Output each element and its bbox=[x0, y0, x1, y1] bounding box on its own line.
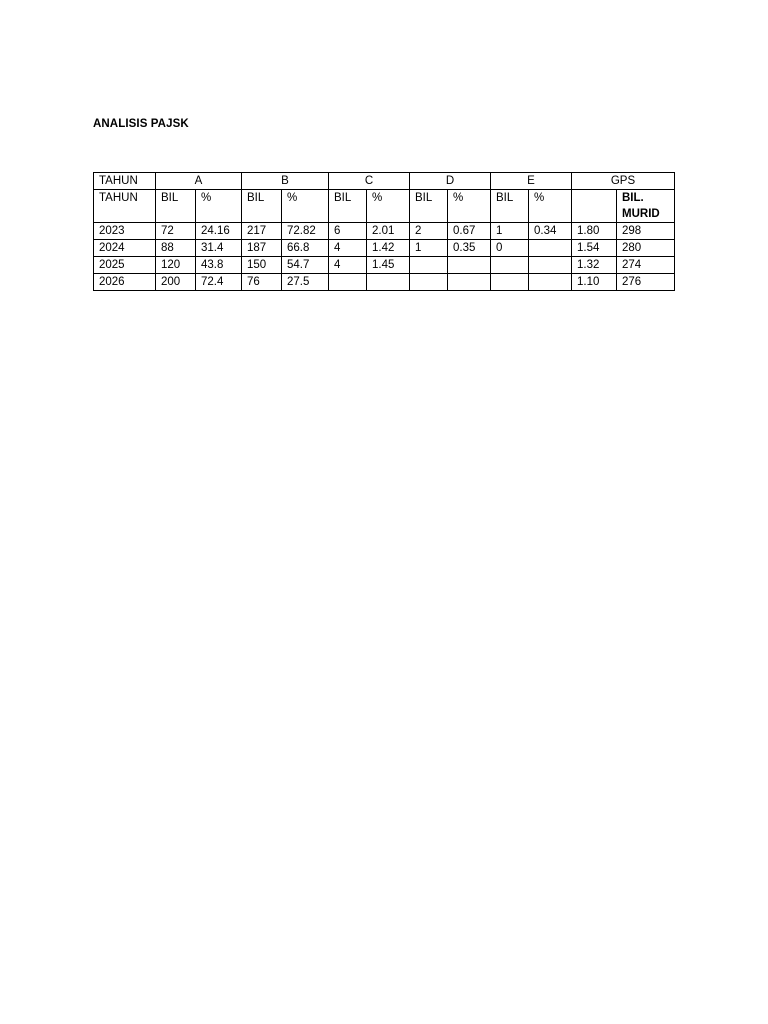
document-title: ANALISIS PAJSK bbox=[93, 118, 189, 130]
header-group-e: E bbox=[491, 173, 572, 190]
header-row-columns bbox=[94, 190, 675, 223]
header-gps: GPS bbox=[572, 173, 675, 190]
cell-murid: 276 bbox=[617, 274, 675, 291]
cell-a-bil: 72 bbox=[156, 223, 196, 240]
cell-e-pct: 0.34 bbox=[529, 223, 572, 240]
cell-b-bil: 187 bbox=[242, 240, 282, 257]
cell-c-pct: 1.45 bbox=[367, 257, 410, 274]
cell-e-pct bbox=[529, 257, 572, 274]
cell-b-pct: 54.7 bbox=[282, 257, 329, 274]
cell-c-bil: 4 bbox=[329, 257, 367, 274]
subheader-c-pct: % bbox=[367, 190, 410, 223]
subheader-d-bil: BIL bbox=[410, 190, 448, 223]
cell-a-bil: 120 bbox=[156, 257, 196, 274]
cell-d-pct: 0.67 bbox=[448, 223, 491, 240]
table-row bbox=[94, 223, 675, 240]
cell-gps: 1.80 bbox=[572, 223, 617, 240]
cell-murid: 298 bbox=[617, 223, 675, 240]
cell-c-pct: 1.42 bbox=[367, 240, 410, 257]
cell-murid: 280 bbox=[617, 240, 675, 257]
cell-e-pct bbox=[529, 274, 572, 291]
analysis-table bbox=[93, 172, 675, 291]
cell-tahun: 2025 bbox=[94, 257, 156, 274]
cell-d-bil bbox=[410, 257, 448, 274]
cell-d-bil: 2 bbox=[410, 223, 448, 240]
header-row-groups bbox=[94, 173, 675, 190]
subheader-gps-empty bbox=[572, 190, 617, 223]
cell-d-pct bbox=[448, 274, 491, 291]
subheader-a-pct: % bbox=[196, 190, 242, 223]
cell-c-bil: 4 bbox=[329, 240, 367, 257]
cell-gps: 1.10 bbox=[572, 274, 617, 291]
cell-murid: 274 bbox=[617, 257, 675, 274]
subheader-a-bil: BIL bbox=[156, 190, 196, 223]
header-tahun: TAHUN bbox=[94, 173, 156, 190]
subheader-c-bil: BIL bbox=[329, 190, 367, 223]
cell-a-bil: 88 bbox=[156, 240, 196, 257]
header-group-a: A bbox=[156, 173, 242, 190]
bil-murid-line2: MURID bbox=[622, 208, 660, 220]
subheader-e-bil: BIL bbox=[491, 190, 529, 223]
table-row bbox=[94, 240, 675, 257]
cell-a-pct: 24.16 bbox=[196, 223, 242, 240]
cell-b-pct: 66.8 bbox=[282, 240, 329, 257]
subheader-bil-murid bbox=[617, 190, 675, 223]
cell-e-bil bbox=[491, 257, 529, 274]
subheader-d-pct: % bbox=[448, 190, 491, 223]
header-group-b: B bbox=[242, 173, 329, 190]
cell-d-bil bbox=[410, 274, 448, 291]
cell-c-pct: 2.01 bbox=[367, 223, 410, 240]
cell-d-bil: 1 bbox=[410, 240, 448, 257]
cell-b-bil: 76 bbox=[242, 274, 282, 291]
cell-e-pct bbox=[529, 240, 572, 257]
subheader-tahun: TAHUN bbox=[94, 190, 156, 223]
cell-gps: 1.54 bbox=[572, 240, 617, 257]
cell-e-bil: 1 bbox=[491, 223, 529, 240]
cell-d-pct: 0.35 bbox=[448, 240, 491, 257]
subheader-e-pct: % bbox=[529, 190, 572, 223]
cell-tahun: 2026 bbox=[94, 274, 156, 291]
cell-tahun: 2024 bbox=[94, 240, 156, 257]
cell-c-bil: 6 bbox=[329, 223, 367, 240]
header-group-c: C bbox=[329, 173, 410, 190]
bil-murid-line1: BIL. bbox=[622, 192, 644, 204]
header-group-d: D bbox=[410, 173, 491, 190]
cell-b-pct: 72.82 bbox=[282, 223, 329, 240]
cell-c-pct bbox=[367, 274, 410, 291]
table-row bbox=[94, 274, 675, 291]
cell-a-pct: 43.8 bbox=[196, 257, 242, 274]
subheader-b-pct: % bbox=[282, 190, 329, 223]
cell-b-bil: 217 bbox=[242, 223, 282, 240]
table-row bbox=[94, 257, 675, 274]
cell-b-bil: 150 bbox=[242, 257, 282, 274]
subheader-b-bil: BIL bbox=[242, 190, 282, 223]
cell-a-bil: 200 bbox=[156, 274, 196, 291]
cell-tahun: 2023 bbox=[94, 223, 156, 240]
cell-e-bil: 0 bbox=[491, 240, 529, 257]
cell-c-bil bbox=[329, 274, 367, 291]
cell-gps: 1.32 bbox=[572, 257, 617, 274]
cell-d-pct bbox=[448, 257, 491, 274]
cell-e-bil bbox=[491, 274, 529, 291]
cell-b-pct: 27.5 bbox=[282, 274, 329, 291]
cell-a-pct: 31.4 bbox=[196, 240, 242, 257]
cell-a-pct: 72.4 bbox=[196, 274, 242, 291]
